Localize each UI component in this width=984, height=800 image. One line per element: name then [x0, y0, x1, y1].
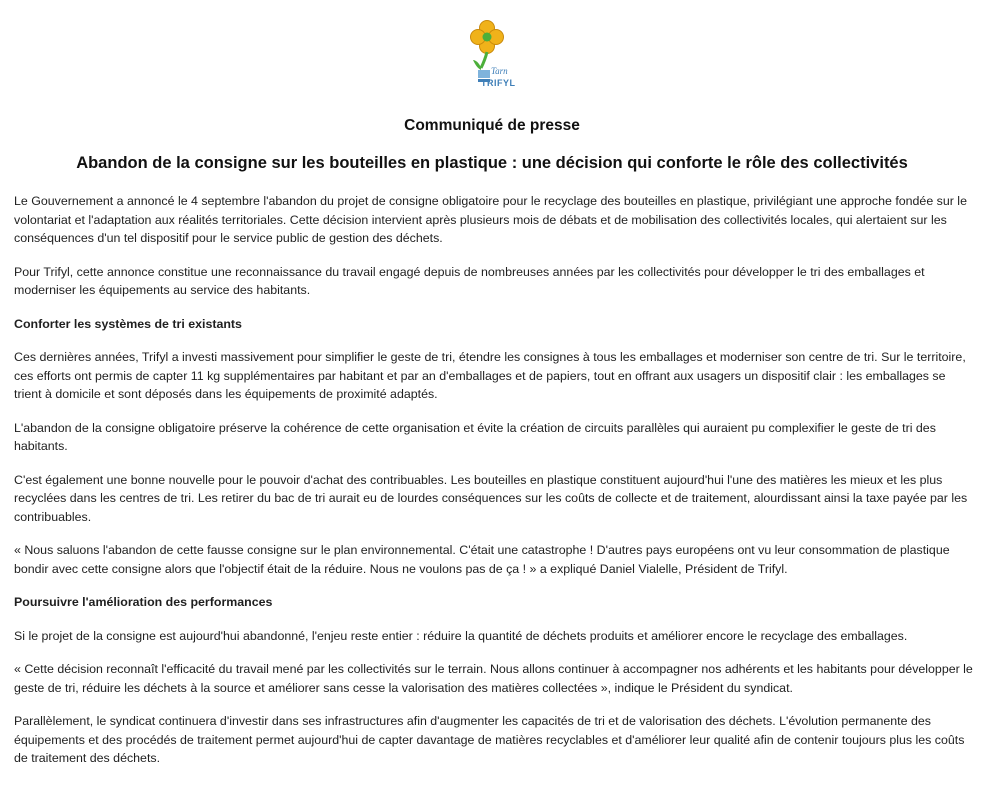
section-heading: Conforter les systèmes de tri existants [14, 316, 242, 331]
paragraph: Ces dernières années, Trifyl a investi massivement pour simplifier le geste de tri, étendre les consignes à tous les emballages et moderniser son centre de tri. Sur le territoire, ces efforts ont permis de capter 11 kg supplémentaires par habitant et par an d'emballages et de papiers, tout en offrant aux usagers un dispositif clair : les emballages se trient à domicile et sont déposés dans les équipements de proximité adaptés. [14, 350, 966, 401]
paragraph: C'est également une bonne nouvelle pour le pouvoir d'achat des contribuables. Les bouteilles en plastique constituent aujourd'hui l'une des matières les mieux et les plus recyclées dans les centres de tri. Les retirer du bac de tri aurait eu de lourdes conséquences sur les coûts de collecte et de traitement, alourdissant ainsi la taxe payée par les contribuables. [14, 472, 968, 524]
paragraph: Parallèlement, le syndicat continuera d'investir dans ses infrastructures afin d'augmenter les capacités de tri et de valorisation des déchets. L'évolution permanente des équipements et des procédés de traitement permet aujourd'hui de capter davantage de matières recyclables et d'améliorer leur qualité afin de contenir toujours plus les coûts de traitement des déchets. [14, 714, 965, 765]
document-label: Communiqué de presse [404, 117, 580, 134]
paragraph: L'abandon de la consigne obligatoire préserve la cohérence de cette organisation et évite la création de circuits parallèles qui auraient pu complexifier le geste de tri des habitants. [14, 420, 936, 453]
quote-paragraph: « Cette décision reconnaît l'efficacité du travail mené par les collectivités sur le terrain. Nous allons continuer à accompagner nos adhérents et les habitants pour développer le geste de tri, réduire les déchets à la source et améliorer sans cesse la valorisation des matières collectées », indique le Président du syndicat. [14, 662, 973, 695]
logo-brand-text: TRIFYL [481, 78, 516, 88]
document-body [14, 192, 974, 783]
trifyl-logo [461, 16, 525, 92]
logo-small-text: Tarn [491, 66, 508, 76]
paragraph: Le Gouvernement a annoncé le 4 septembre l'abandon du projet de consigne obligatoire pour le recyclage des bouteilles en plastique, privilégiant une approche fondée sur le volontariat et l'adaptation aux réalités territoriales. Cette décision intervient après plusieurs mois de débats et de mobilisation des collectivités locales, qui alertaient sur les conséquences d'un tel dispositif pour le service public de gestion des déchets. [14, 194, 967, 245]
paragraph: Pour Trifyl, cette annonce constitue une reconnaissance du travail engagé depuis de nombreuses années par les collectivités pour développer le tri des emballages et moderniser les équipements au service des habitants. [14, 264, 925, 297]
paragraph: Si le projet de la consigne est aujourd'hui abandonné, l'enjeu reste entier : réduire la quantité de déchets produits et améliorer encore le recyclage des emballages. [14, 628, 908, 643]
document-title: Abandon de la consigne sur les bouteilles en plastique : une décision qui conforte le rôle des collectivités [76, 154, 908, 172]
section-heading: Poursuivre l'amélioration des performances [14, 595, 273, 609]
quote-paragraph: « Nous saluons l'abandon de cette fausse consigne sur le plan environnemental. C'était une catastrophe ! D'autres pays européens ont vu leur consommation de plastique bondir avec cette consigne alors que l'objectif était de la réduire. Nous ne voulons pas de ça ! » a expliqué Daniel Vialelle, Président de Trifyl. [14, 543, 950, 576]
